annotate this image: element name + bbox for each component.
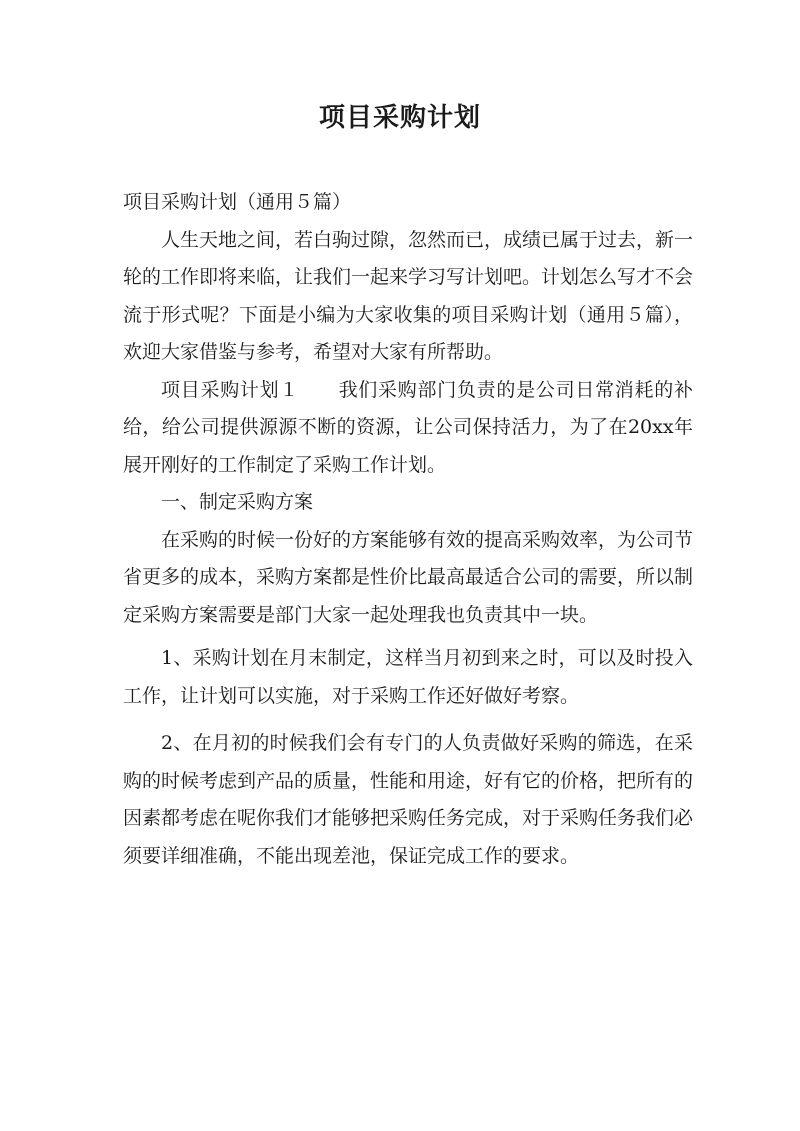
item-1-paragraph: 1、采购计划在月末制定，这样当月初到来之时，可以及时投入工作，让计划可以实施，对于采购工作还好做好考察。 [123,647,693,707]
section-paragraph: 在采购的时候一份好的方案能够有效的提高采购效率，为公司节省更多的成本，采购方案都是性价比最高最适合公司的需要，所以制定采购方案需要是部门大家一起处理我也负责其中一块。 [123,528,694,626]
item-2-paragraph: 2、在月初的时候我们会有专门的人负责做好采购的筛选，在采购的时候考虑到产品的质量，性能和用途，好有它的价格，把所有的因素都考虑在呢你我们才能够把采购任务完成，对于采购任务我们必须要详细准确，不能出现差池，保证完成工作的要求。 [123,732,694,867]
plan-1-paragraph: 项目采购计划１ 我们采购部门负责的是公司日常消耗的补给，给公司提供源源不断的资源，让公司保持活力，为了在20xx年展开刚好的工作制定了采购工作计划。 [123,378,693,476]
document-body [123,184,693,875]
section-heading: 一、制定采购方案 [161,491,314,513]
document-title: 项目采购计划 [318,103,481,133]
intro-paragraph: 人生天地之间，若白驹过隙，忽然而已，成绩已属于过去，新一轮的工作即将来临，让我们一起来学习写计划吧。计划怎么写才不会流于形式呢？下面是小编为大家收集的项目采购计划（通用５篇），欢迎大家借鉴与参考，希望对大家有所帮助。 [123,228,694,363]
subtitle-paragraph: 项目采购计划（通用５篇） [123,191,352,213]
